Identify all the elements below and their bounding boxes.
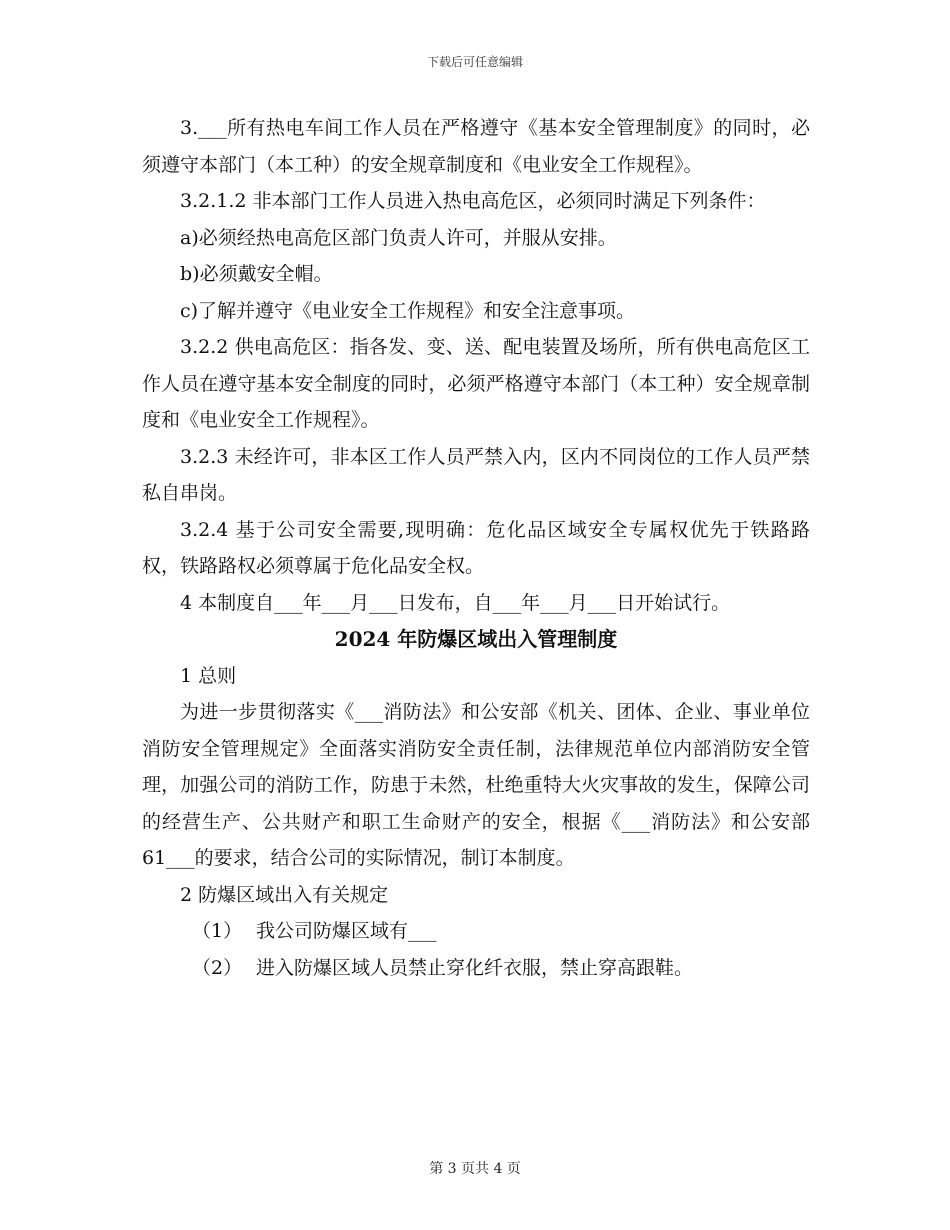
condition-c: c)了解并遵守《电业安全工作规程》和安全注意事项。 (180, 299, 636, 322)
paragraph-purpose: 为进一步贯彻落实《___消防法》和公安部《机关、团体、企业、事业单位消防安全管理规定》全面落实消防安全责任制，法律规范单位内部消防安全管理，加强公司的消防工作，防患于未然，杜绝重特大火灾事故的发生，保障公司的经营生产、公共财产和职工生命财产的安全，根据《___消防法》和公安部 61___的要求，结合公司的实际情况，制订本制度。 (142, 701, 810, 869)
list-item-text: 我公司防爆区域有___ (256, 920, 437, 942)
list-item-number: （1） (192, 920, 243, 942)
page-footer: 第 3 页共 4 页 (429, 1161, 521, 1177)
document-body (142, 110, 810, 986)
paragraph-3-2-4: 3.2.4 基于公司安全需要,现明确：危化品区域安全专属权优先于铁路路权，铁路路权必须尊属于危化品安全权。 (142, 518, 810, 577)
condition-a: a)必须经热电高危区部门负责人许可，并服从安排。 (180, 226, 617, 249)
paragraph-3-2-1-2: 3.2.1.2 非本部门工作人员进入热电高危区，必须同时满足下列条件： (180, 190, 766, 212)
page-header: 下载后可任意编辑 (426, 55, 523, 69)
list-item (142, 913, 810, 950)
list-item-number: （2） (192, 956, 243, 979)
paragraph-3-2-3: 3.2.3 未经许可，非本区工作人员严禁入内，区内不同岗位的工作人员严禁私自串岗。 (142, 445, 810, 504)
condition-b: b)必须戴安全帽。 (180, 263, 333, 285)
list-item-text: 进入防爆区域人员禁止穿化纤衣服，禁止穿高跟鞋。 (256, 956, 694, 979)
heading-rules: 2 防爆区域出入有关规定 (180, 883, 389, 906)
section-title: 2024 年防爆区域出入管理制度 (334, 627, 618, 651)
heading-general: 1 总则 (180, 664, 237, 687)
paragraph-4: 4 本制度自___年___月___日发布，自___年___月___日开始试行。 (180, 591, 731, 614)
paragraph-3-2-2: 3.2.2 供电高危区：指各发、变、送、配电装置及场所，所有供电高危区工作人员在遵守基本安全制度的同时，必须严格遵守本部门（本工种）安全规章制度和《电业安全工作规程》。 (142, 336, 810, 431)
paragraph-3: 3.___所有热电车间工作人员在严格遵守《基本安全管理制度》的同时，必须遵守本部门（本工种）的安全规章制度和《电业安全工作规程》。 (142, 117, 810, 176)
list-item (142, 950, 810, 987)
